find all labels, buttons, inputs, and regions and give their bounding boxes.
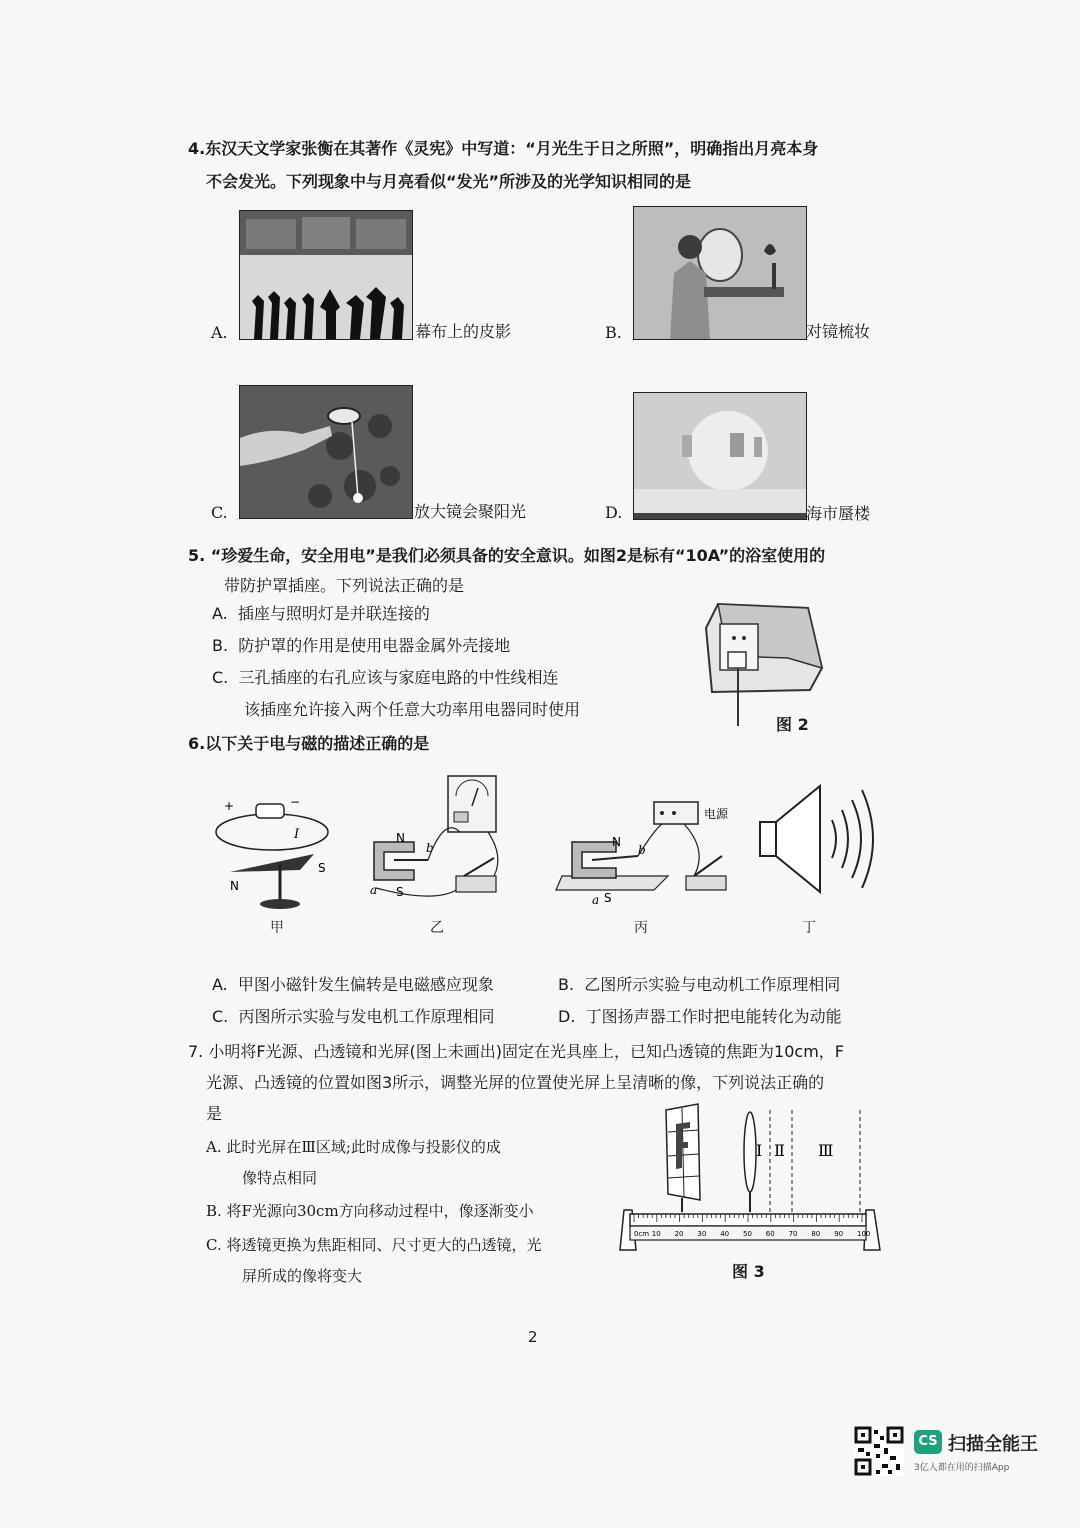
shadow-puppet-photo [239, 210, 413, 340]
ruler-label: 70 [788, 1230, 798, 1238]
q7-option-c-line1: C. 将透镜更换为焦距相同、尺寸更大的凸透镜，光 [206, 1236, 542, 1254]
figure-bing-motor [558, 780, 738, 910]
figure-label-ding: 丁 [802, 920, 816, 936]
figure-3-label: 图 3 [732, 1262, 765, 1281]
figure-yi-generator [364, 776, 524, 906]
ruler-label: 60 [765, 1230, 775, 1238]
ruler-label: 20 [674, 1230, 684, 1238]
ruler-label: 100 [857, 1230, 871, 1238]
page-number: 2 [528, 1328, 538, 1346]
q5-option-c: C. 三孔插座的右孔应该与家庭电路的中性线相连 [212, 668, 559, 687]
svg-text:N: N [612, 835, 621, 849]
ruler-label: 90 [834, 1230, 844, 1238]
q7-option-a-line2: 像特点相同 [242, 1169, 318, 1187]
ruler-label: 30 [697, 1230, 707, 1238]
q4-option-a-letter: A. [211, 323, 228, 342]
q4-option-a-caption: 幕布上的皮影 [415, 322, 512, 341]
q7-option-c-line2: 屏所成的像将变大 [242, 1267, 363, 1285]
svg-text:−: − [290, 795, 301, 809]
figure-2-label: 图 2 [776, 715, 809, 734]
svg-text:a: a [370, 883, 378, 897]
qr-code-icon [854, 1426, 904, 1476]
svg-text:I: I [294, 827, 300, 842]
covered-socket-figure [698, 598, 828, 728]
mirror-photo [633, 206, 807, 340]
figure-jia-compass [214, 792, 334, 912]
figure-label-bing: 丙 [634, 920, 648, 936]
ruler-label: 10 [651, 1230, 661, 1238]
svg-text:S: S [396, 885, 404, 899]
q6-option-c: C. 丙图所示实验与发电机工作原理相同 [212, 1007, 495, 1026]
q4-option-d-caption: 海市蜃楼 [806, 504, 871, 523]
q6-option-b: B. 乙图所示实验与电动机工作原理相同 [558, 975, 841, 994]
q6-line1: 6.以下关于电与磁的描述正确的是 [188, 734, 430, 753]
q7-line2: 光源、凸透镜的位置如图3所示，调整光屏的位置使光屏上呈清晰的像，下列说法正确的 [206, 1073, 825, 1092]
svg-text:N: N [396, 831, 405, 845]
camscanner-name: 扫描全能王 [948, 1434, 1038, 1455]
q5-option-b: B. 防护罩的作用是使用电器金属外壳接地 [212, 636, 511, 655]
q5-line2: 带防护罩插座。下列说法正确的是 [224, 576, 465, 595]
q5-option-a: A. 插座与照明灯是并联连接的 [212, 604, 430, 623]
q6-option-d: D. 丁图扬声器工作时把电能转化为动能 [558, 1007, 842, 1026]
svg-text:S: S [604, 891, 612, 905]
figure-label-yi: 乙 [430, 920, 444, 936]
q5-line1: 5. “珍爱生命，安全用电”是我们必须具备的安全意识。如图2是标有“10A”的浴室使用的 [188, 546, 826, 565]
mirage-photo [633, 392, 807, 520]
optical-bench-figure [618, 1102, 888, 1262]
q4-option-c-caption: 放大镜会聚阳光 [414, 502, 527, 521]
q5-option-d: 该插座允许接入两个任意大功率用电器同时使用 [244, 700, 581, 719]
ruler-label: 80 [811, 1230, 821, 1238]
svg-text:b: b [426, 841, 434, 855]
ruler-label: 50 [743, 1230, 752, 1238]
svg-text:Ⅲ: Ⅲ [818, 1141, 834, 1160]
svg-text:b: b [638, 843, 646, 857]
camscanner-tagline: 3亿人都在用的扫描App [914, 1463, 1010, 1473]
q4-option-b-caption: 对镜梳妆 [806, 322, 871, 341]
svg-text:Ⅰ: Ⅰ [756, 1141, 763, 1160]
svg-text:a: a [592, 893, 600, 907]
magnifier-photo [239, 385, 413, 519]
figure-ding-speaker [756, 780, 886, 910]
camscanner-logo-icon: CS [914, 1430, 942, 1454]
q7-line1: 7. 小明将F光源、凸透镜和光屏(图上未画出)固定在光具座上，已知凸透镜的焦距为10cm，F [188, 1042, 844, 1061]
q4-option-c-letter: C. [211, 503, 228, 522]
figure-label-jia: 甲 [270, 920, 284, 936]
svg-text:Ⅱ: Ⅱ [774, 1141, 785, 1160]
svg-text:电源: 电源 [704, 807, 729, 821]
q4-line2: 不会发光。下列现象中与月亮看似“发光”所涉及的光学知识相同的是 [206, 172, 692, 191]
svg-text:+: + [224, 799, 235, 813]
q4-line1: 4.东汉天文学家张衡在其著作《灵宪》中写道：“月光生于日之所照”，明确指出月亮本身 [188, 139, 819, 158]
q4-option-b-letter: B. [605, 323, 622, 342]
q7-line3: 是 [206, 1104, 223, 1123]
svg-text:S: S [318, 861, 326, 875]
q7-option-b: B. 将F光源向30cm方向移动过程中，像逐渐变小 [206, 1202, 534, 1220]
svg-text:N: N [230, 879, 239, 893]
q6-option-a: A. 甲图小磁针发生偏转是电磁感应现象 [212, 975, 494, 994]
q4-option-d-letter: D. [605, 503, 623, 522]
ruler-label: 0cm [634, 1230, 650, 1238]
q7-option-a-line1: A. 此时光屏在Ⅲ区域;此时成像与投影仪的成 [206, 1138, 501, 1156]
ruler-label: 40 [720, 1230, 730, 1238]
